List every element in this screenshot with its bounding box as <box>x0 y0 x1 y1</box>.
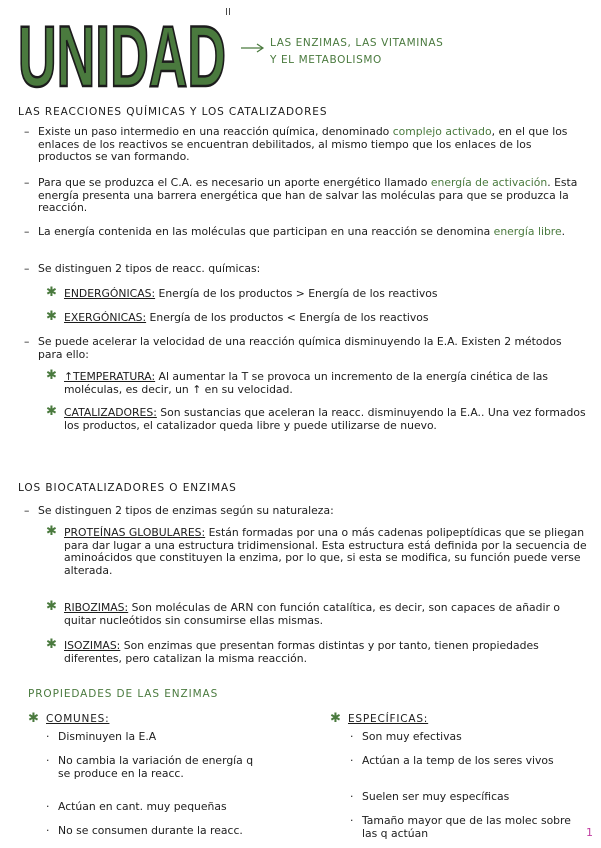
label-endergonicas: ENDERGÓNICAS: <box>64 287 156 300</box>
dot-marker: · <box>46 824 50 837</box>
col-especificas-title: ✱ ESPECÍFICAS: <box>330 711 429 726</box>
asterisk-icon: ✱ <box>46 524 57 539</box>
asterisk-icon: ✱ <box>46 637 57 652</box>
sub-isozimas: ✱ ISOZIMAS: Son enzimas que presentan formas distintas y por tanto, tienen propiedades diferentes, pero catalizan la misma reacción. <box>46 637 539 665</box>
section-heading-propiedades: PROPIEDADES DE LAS ENZIMAS <box>28 688 219 700</box>
bullet-energia-activacion: – Para que se produzca el C.A. es necesario un aporte energético llamado energía de activación. Esta energía presenta una barrera energética que han de salvar las moléculas para que se produzca la reacción. <box>24 176 578 215</box>
asterisk-icon: ✱ <box>46 285 57 300</box>
unit-title <box>14 10 232 98</box>
sub-ribozimas: ✱ RIBOZIMAS: Son moléculas de ARN con función catalítica, es decir, son capaces de añadir o quitar nucleótidos sin consumirse ellas mismas. <box>46 599 560 627</box>
sub-endergonicas: ✱ ENDERGÓNICAS: Energía de los productos > Energía de los reactivos <box>46 285 438 300</box>
asterisk-icon: ✱ <box>330 711 342 726</box>
title-text: UNIDAD <box>18 10 226 98</box>
especificas-item: · Tamaño mayor que de las molec sobre las q actúan <box>350 814 571 840</box>
bullet-acelerar-velocidad: – Se puede acelerar la velocidad de una reacción química disminuyendo la E.A. Existen 2 métodos para ello: <box>24 335 562 361</box>
dash-marker: – <box>24 504 30 517</box>
sub-temperatura: ✱ ↑TEMPERATURA: Al aumentar la T se provoca un incremento de la energía cinética de las moléculas, es decir, un ↑ en su velocidad. <box>46 368 549 396</box>
unit-subtitle <box>270 35 443 69</box>
asterisk-icon: ✱ <box>46 309 57 324</box>
sub-proteinas-globulares: ✱ PROTEÍNAS GLOBULARES: Están formadas por una o más cadenas polipeptídicas que se pliegan para dar lugar a una estructura tridimensional. Esta estructura está definida por la secuencia de aminoácidos que constituyen la enzima, por lo que, si esta se modifica, su función puede verse alterada. <box>46 524 587 577</box>
comunes-item: · Disminuyen la E.A <box>46 730 157 743</box>
page-number: 1 <box>586 826 593 839</box>
label-temperatura: ↑TEMPERATURA: <box>64 370 156 383</box>
especificas-item: · Suelen ser muy específicas <box>350 790 510 803</box>
especificas-item: · Son muy efectivas <box>350 730 462 743</box>
label-catalizadores: CATALIZADORES: <box>64 406 157 419</box>
comunes-item: · Actúan en cant. muy pequeñas <box>46 800 227 813</box>
section-heading-biocatalizadores: LOS BIOCATALIZADORES O ENZIMAS <box>18 482 237 494</box>
term-energia-libre: energía libre <box>493 225 562 238</box>
asterisk-icon: ✱ <box>46 599 57 614</box>
dot-marker: · <box>350 790 354 803</box>
label-proteinas-globulares: PROTEÍNAS GLOBULARES: <box>64 526 206 539</box>
bullet-energia-libre: – La energía contenida en las moléculas que participan en una reacción se denomina energía libre. <box>24 225 566 238</box>
dot-marker: · <box>350 754 354 767</box>
dot-marker: · <box>350 814 354 827</box>
asterisk-icon: ✱ <box>46 368 57 383</box>
dash-marker: – <box>24 262 30 275</box>
arrow-right-icon <box>240 42 266 54</box>
label-exergonicas: EXERGÓNICAS: <box>64 311 147 324</box>
asterisk-icon: ✱ <box>28 711 40 726</box>
subtitle-line-1: LAS ENZIMAS, LAS VITAMINAS <box>270 37 444 49</box>
comunes-item: · No cambia la variación de energía q se produce en la reacc. <box>46 754 254 780</box>
comunes-item: · No se consumen durante la reacc. <box>46 824 243 837</box>
dash-marker: – <box>24 176 30 189</box>
bubble-title-graphic <box>14 10 232 98</box>
label-isozimas: ISOZIMAS: <box>64 639 121 652</box>
term-energia-activacion: energía de activación <box>430 176 548 189</box>
sub-exergonicas: ✱ EXERGÓNICAS: Energía de los productos < Energía de los reactivos <box>46 309 429 324</box>
col-comunes-title: ✱ COMUNES: <box>28 711 110 726</box>
subtitle-line-2: Y EL METABOLISMO <box>270 54 382 66</box>
dot-marker: · <box>46 754 50 767</box>
section-heading-reacciones: LAS REACCIONES QUÍMICAS Y LOS CATALIZADORES <box>18 106 328 118</box>
dash-marker: – <box>24 225 30 238</box>
dash-marker: – <box>24 335 30 348</box>
bullet-complejo-activado: – Existe un paso intermedio en una reacción química, denominado complejo activado, en el que los enlaces de los reactivos se encuentran debilitados, al mismo tiempo que los enlaces de los productos se van formando. <box>24 125 568 164</box>
especificas-item: · Actúan a la temp de los seres vivos <box>350 754 554 767</box>
dot-marker: · <box>350 730 354 743</box>
bullet-tipos-enzimas: – Se distinguen 2 tipos de enzimas según su naturaleza: <box>24 504 334 517</box>
dot-marker: · <box>46 800 50 813</box>
asterisk-icon: ✱ <box>46 404 57 419</box>
bullet-tipos-reacciones: – Se distinguen 2 tipos de reacc. químicas: <box>24 262 261 275</box>
sub-catalizadores: ✱ CATALIZADORES: Son sustancias que aceleran la reacc. disminuyendo la E.A.. Una vez formados los productos, el catalizador queda libre y puede utilizarse de nuevo. <box>46 404 586 432</box>
dash-marker: – <box>24 125 30 138</box>
unit-number: II <box>225 7 231 18</box>
label-ribozimas: RIBOZIMAS: <box>64 601 129 614</box>
term-complejo-activado: complejo activado <box>392 125 492 138</box>
dot-marker: · <box>46 730 50 743</box>
